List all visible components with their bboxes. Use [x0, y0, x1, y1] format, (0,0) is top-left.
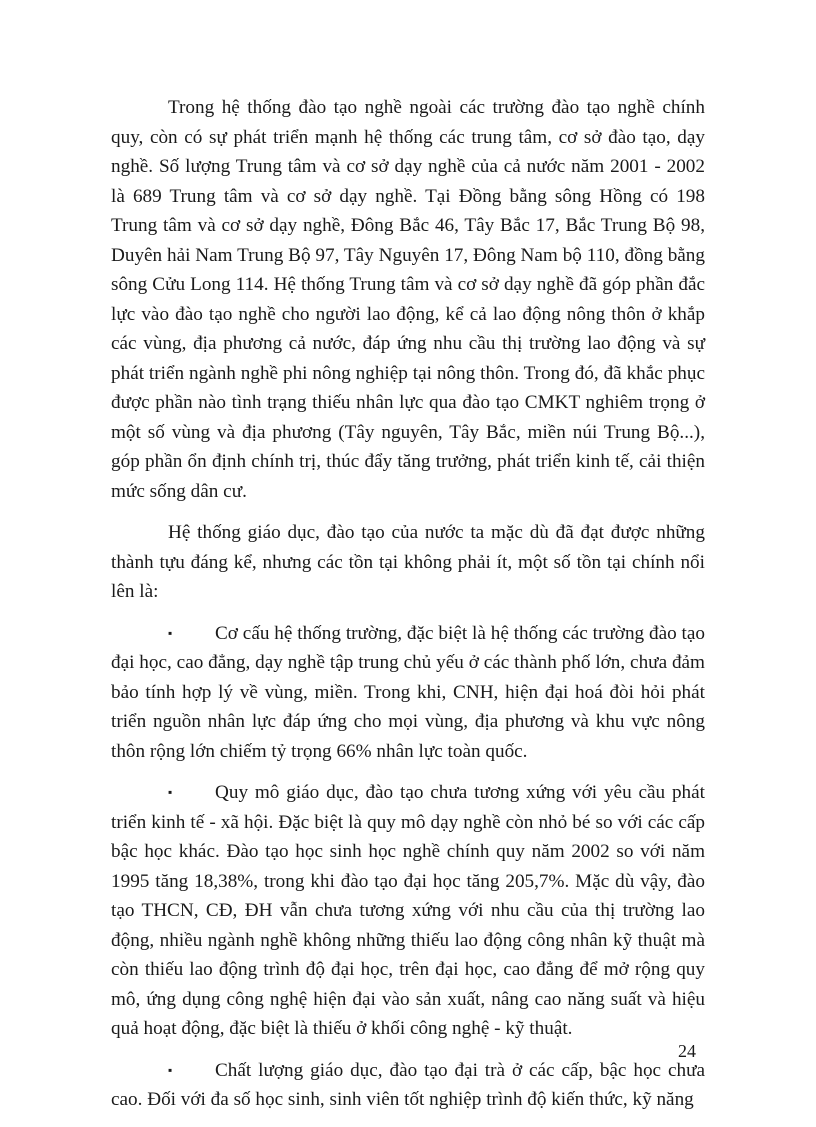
- paragraph-education-system-intro: Hệ thống giáo dục, đào tạo của nước ta mặc dù đã đạt được những thành tựu đáng kể, nhưng các tồn tại không phải ít, một số tồn tại chính nổi lên là:: [111, 522, 705, 602]
- bullet-square-icon: ▪: [168, 1062, 173, 1077]
- bullet-square-icon: ▪: [168, 625, 173, 640]
- document-body: [111, 93, 705, 1127]
- bullet-square-icon: ▪: [168, 785, 173, 799]
- bullet-item-education-scale: [111, 778, 705, 1044]
- bullet-text: Cơ cấu hệ thống trường, đặc biệt là hệ thống các trường đào tạo đại học, cao đẳng, dạy nghề tập trung chủ yếu ở các thành phố lớn, chưa đảm bảo tính hợp lý về vùng, miền. Trong khi, CNH, hiện đại hoá đòi hỏi phát triển nguồn nhân lực đáp ứng cho mọi vùng, địa phương và khu vực nông thôn rộng lớn chiếm tỷ trọng 66% nhân lực toàn quốc.: [111, 622, 705, 762]
- page-number: 24: [678, 1041, 696, 1061]
- bullet-item-school-structure: [111, 619, 705, 767]
- bullet-item-education-quality: [111, 1056, 705, 1115]
- paragraph-training-centers: Trong hệ thống đào tạo nghề ngoài các trường đào tạo nghề chính quy, còn có sự phát triển mạnh hệ thống các trung tâm, cơ sở đào tạo, dạy nghề. Số lượng Trung tâm và cơ sở dạy nghề của cả nước năm 2001 - 2002 là 689 Trung tâm và cơ sở dạy nghề. Tại Đồng bằng sông Hồng có 198 Trung tâm và cơ sở dạy nghề, Đông Bắc 46, Tây Bắc 17, Bắc Trung Bộ 98, Duyên hải Nam Trung Bộ 97, Tây Nguyên 17, Đông Nam bộ 110, đồng bằng sông Cửu Long 114. Hệ thống Trung tâm và cơ sở dạy nghề đã góp phần đắc lực vào đào tạo nghề cho người lao động, kể cả lao động nông thôn ở khắp các vùng, địa phương cả nước, đáp ứng nhu cầu thị trường lao động và sự phát triển ngành nghề phi nông nghiệp tại nông thôn. Trong đó, đã khắc phục được phần nào tình trạng thiếu nhân lực qua đào tạo CMKT nghiêm trọng ở một số vùng và địa phương (Tây nguyên, Tây Bắc, miền núi Trung Bộ...), góp phần ổn định chính trị, thúc đẩy tăng trưởng, phát triển kinh tế, cải thiện mức sống dân cư.: [111, 97, 705, 502]
- bullet-text: Quy mô giáo dục, đào tạo chưa tương xứng với yêu cầu phát triển kinh tế - xã hội. Đặc biệt là quy mô dạy nghề còn nhỏ bé so với các cấp bậc học khác. Đào tạo học sinh học nghề chính quy năm 2002 so với năm 1995 tăng 18,38%, trong khi đào tạo đại học tăng 205,7%. Mặc dù vậy, đào tạo THCN, CĐ, ĐH vẫn chưa tương xứng với nhu cầu của thị trường lao động, nhiều ngành nghề không những thiếu lao động công nhân kỹ thuật mà còn thiếu lao động trình độ đại học, trên đại học, cao đẳng để mở rộng quy mô, ứng dụng công nghệ hiện đại vào sản xuất, nâng cao năng suất và hiệu quả hoạt động, đặc biệt là thiếu ở khối công nghệ - kỹ thuật.: [111, 782, 705, 1039]
- bullet-text: Chất lượng giáo dục, đào tạo đại trà ở các cấp, bậc học chưa cao. Đối với đa số học sinh, sinh viên tốt nghiệp trình độ kiến thức, kỹ năng: [111, 1059, 705, 1110]
